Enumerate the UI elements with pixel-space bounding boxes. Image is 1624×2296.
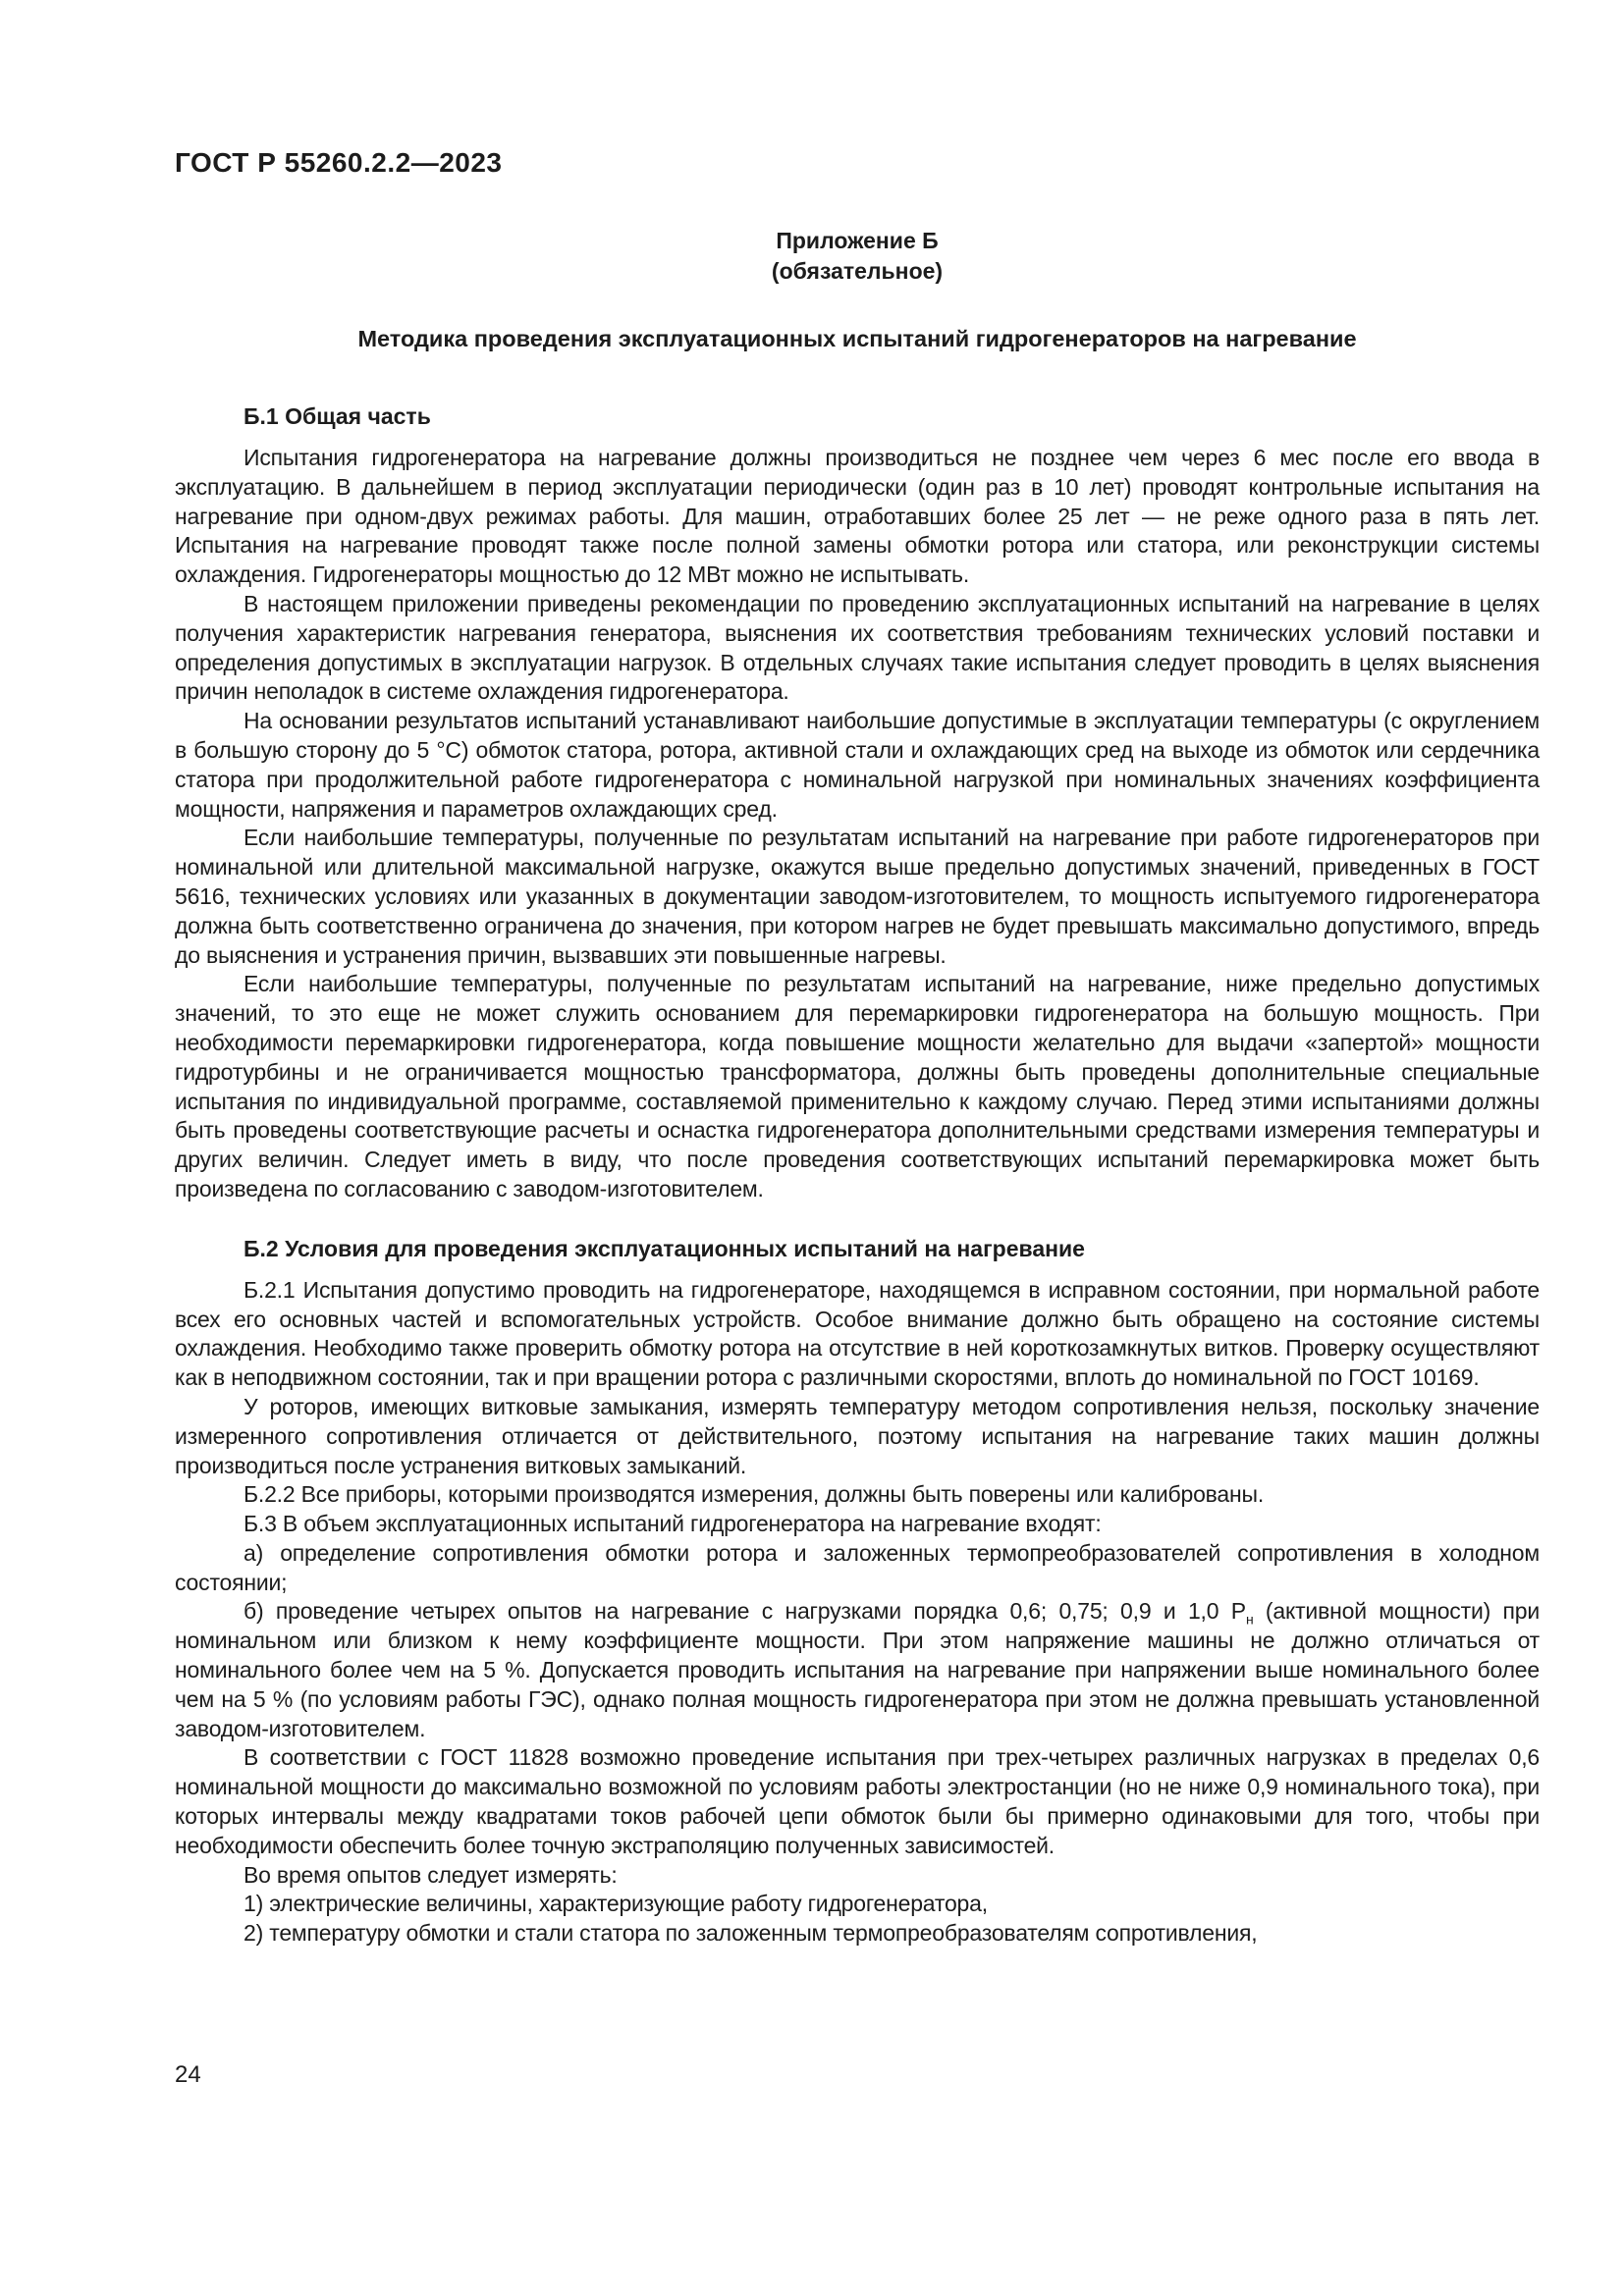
section-b2-heading: Б.2 Условия для проведения эксплуатационных испытаний на нагревание — [244, 1235, 1085, 1261]
paragraph-measure-item-2: 2) температуру обмотки и стали статора по заложенным термопреобразователям сопротивления, — [244, 1920, 1258, 1947]
paragraph-b2-1: Б.2.1 Испытания допустимо проводить на гидрогенераторе, находящемся в исправном состоянии, при нормальной работе всех его основных частей и вспомогательных устройств. Особое внимание должно быть обращено на состояние системы охлаждения. Необходимо также проверить обмотку ротора на отсутствие в ней короткозамкнутых витков. Проверку осуществляют как в неподвижном состоянии, так и при вращении ротора с различными скоростями, вплоть до номинальной по ГОСТ 10169. — [175, 1276, 1540, 1391]
paragraph-b1-4: Если наибольшие температуры, полученные по результатам испытаний на нагревание при работе гидрогенераторов при номинальной или длительной максимальной нагрузке, окажутся выше предельно допустимых значений, приведенных в ГОСТ 5616, технических условиях или указанных в документации заводом-изготовителем, то мощность испытуемого гидрогенератора должна быть соответственно ограничена до значения, при котором нагрев не будет превышать максимально допустимого, впредь до выяснения и устранения причин, вызвавших эти повышенные нагревы. — [175, 825, 1540, 968]
paragraph-item-a: а) определение сопротивления обмотки ротора и заложенных термопреобразователей сопротивления в холодном состоянии; — [175, 1539, 1540, 1595]
paragraph-b1-3: На основании результатов испытаний устанавливают наибольшие допустимые в эксплуатации температуры (с округлением в большую сторону до 5 °С) обмоток статора, ротора, активной стали и охлаждающих сред на выходе из обмоток или сердечника статора при продолжительной работе гидрогенератора с номинальной нагрузкой при номинальных значениях коэффициента мощности, напряжения и параметров охлаждающих сред. — [175, 708, 1540, 822]
paragraph-b1-2: В настоящем приложении приведены рекомендации по проведению эксплуатационных испытаний на нагревание в целях получения характеристик нагревания генератора, выяснения их соответствия требованиям технических условий поставки и определения допустимых в эксплуатации нагрузок. В отдельных случаях такие испытания следует проводить в целях выяснения причин неполадок в системе охлаждения гидрогенератора. — [175, 590, 1540, 705]
appendix-obligatory-label: (обязательное) — [771, 258, 944, 284]
item-b-text-continued: (активной мощности) при номинальном или близком к нему коэффициенте мощности. При этом напряжение машины не должно отличаться от номинального более чем на 5 %. Допускается проводить испытания на нагревание при напряжении выше номинального более чем на 5 % (по условиям работы ГЭС), однако полная мощность гидрогенератора при этом не должна превышать установленной заводом-изготовителем. — [175, 1598, 1540, 1741]
paragraph-b1-5: Если наибольшие температуры, полученные по результатам испытаний на нагревание, ниже предельно допустимых значений, то это еще не может служить основанием для перемаркировки гидрогенератора на большую мощность. При необходимости перемаркировки гидрогенератора, когда повышение мощности желательно для выдачи «запертой» мощности гидротурбины и не ограничивается мощностью трансформатора, должны быть проведены дополнительные специальные испытания по индивидуальной программе, составляемой применительно к каждому случаю. Перед этими испытаниями должны быть проведены соответствующие расчеты и оснастка гидрогенератора дополнительными средствами измерения температуры и других величин. Следует иметь в виду, что после проведения соответствующих испытаний перемаркировка может быть произведена по согласованию с заводом-изготовителем. — [175, 971, 1540, 1201]
paragraph-b2-2: У роторов, имеющих витковые замыкания, измерять температуру методом сопротивления нельзя, поскольку значение измеренного сопротивления отличается от действительного, поэтому испытания на нагревание таких машин должны производиться после устранения витковых замыканий. — [175, 1393, 1540, 1478]
paragraph-b3-intro: Б.3 В объем эксплуатационных испытаний гидрогенератора на нагревание входят: — [244, 1511, 1102, 1537]
paragraph-measure-intro: Во время опытов следует измерять: — [244, 1861, 618, 1888]
paragraph-gost-11828: В соответствии с ГОСТ 11828 возможно проведение испытания при трех-четырех различных нагрузках в пределах 0,6 номинальной мощности до максимально возможной по условиям работы электростанции (но не ниже 0,9 номинального тока), при которых интервалы между квадратами токов рабочей цепи обмоток были бы примерно одинаковыми для того, чтобы при необходимости обеспечить более точную экстраполяцию полученных зависимостей. — [175, 1744, 1540, 1858]
page-number: 24 — [175, 2061, 201, 2088]
appendix-title: Методика проведения эксплуатационных испытаний гидрогенераторов на нагревание — [357, 326, 1357, 351]
paragraph-measure-item-1: 1) электрические величины, характеризующие работу гидрогенератора, — [244, 1891, 988, 1917]
appendix-block — [175, 226, 1540, 287]
paragraph-b1-1: Испытания гидрогенератора на нагревание должны производиться не позднее чем через 6 мес после его ввода в эксплуатацию. В дальнейшем в период эксплуатации периодически (один раз в 10 лет) проводят контрольные испытания на нагревание при одном-двух режимах работы. Для машин, отработавших более 25 лет — не реже одного раза в пять лет. Испытания на нагревание проводят также после полной замены обмотки ротора или статора, или реконструкции системы охлаждения. Гидрогенераторы мощностью до 12 МВт можно не испытывать. — [175, 445, 1540, 588]
paragraph-b2-3: Б.2.2 Все приборы, которыми производятся измерения, должны быть поверены или калиброваны. — [244, 1481, 1265, 1508]
subscript-nominal-n: н — [1245, 1612, 1254, 1629]
paragraph-item-b — [175, 1597, 1540, 1743]
section-b1-heading: Б.1 Общая часть — [244, 403, 431, 429]
standard-designation: ГОСТ Р 55260.2.2—2023 — [175, 147, 503, 178]
appendix-label: Приложение Б — [776, 228, 939, 253]
page-content — [175, 147, 1540, 1949]
item-b-text: б) проведение четырех опытов на нагревание с нагрузками порядка 0,6; 0,75; 0,9 и 1,0 Р — [244, 1598, 1246, 1625]
